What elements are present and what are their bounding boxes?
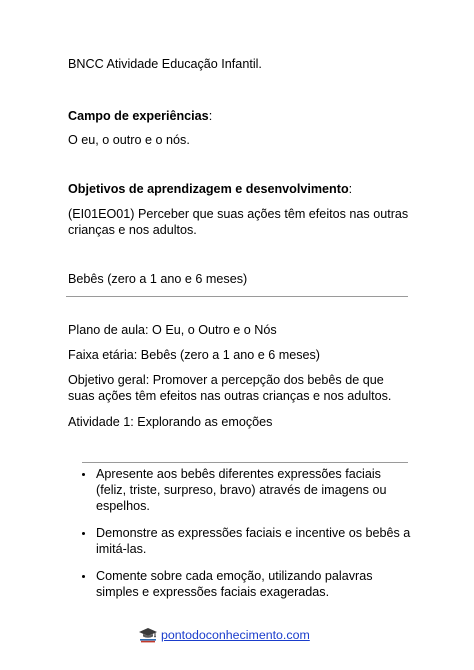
objetivos-heading: Objetivos de aprendizagem e desenvolvimento bbox=[68, 182, 349, 196]
bullet-text: Comente sobre cada emoção, utilizando palavras simples e expressões faciais exageradas. bbox=[96, 569, 373, 599]
campo-heading: Campo de experiências bbox=[68, 109, 209, 123]
bullet-text: Apresente aos bebês diferentes expressões faciais (feliz, triste, surpreso, bravo) através de imagens ou espelhos. bbox=[96, 467, 387, 513]
objetivo-geral: Objetivo geral: Promover a percepção dos bebês de que suas ações têm efeitos nas outras crianças e nos adultos. bbox=[68, 373, 392, 403]
footer-link[interactable]: pontodoconhecimento.com bbox=[161, 628, 310, 642]
objetivos-heading-line bbox=[68, 181, 413, 197]
atividade-title: Atividade 1: Explorando as emoções bbox=[68, 415, 273, 429]
campo-colon: : bbox=[208, 109, 213, 123]
objetivos-value: (EI01EO01) Perceber que suas ações têm efeitos nas outras crianças e nos adultos. bbox=[68, 207, 409, 237]
campo-value: O eu, o outro e o nós. bbox=[68, 133, 190, 147]
activity-bullet-list bbox=[68, 466, 413, 611]
list-item bbox=[68, 466, 413, 514]
bullet-icon bbox=[82, 473, 85, 476]
footer bbox=[138, 626, 310, 644]
bullet-icon bbox=[82, 532, 85, 535]
list-divider bbox=[82, 462, 408, 463]
campo-heading-line bbox=[68, 108, 413, 124]
document-title: BNCC Atividade Educação Infantil. bbox=[68, 57, 262, 71]
bullet-text: Demonstre as expressões faciais e incentive os bebês a imitá-las. bbox=[96, 526, 411, 556]
list-item bbox=[68, 525, 413, 557]
plano-de-aula: Plano de aula: O Eu, o Outro e o Nós bbox=[68, 323, 277, 337]
list-item bbox=[68, 568, 413, 600]
objetivos-colon: : bbox=[348, 182, 353, 196]
graduation-cap-books-icon bbox=[138, 627, 158, 643]
bullet-icon bbox=[82, 575, 85, 578]
faixa-etaria: Faixa etária: Bebês (zero a 1 ano e 6 meses) bbox=[68, 348, 321, 362]
faixa-label: Bebês (zero a 1 ano e 6 meses) bbox=[68, 272, 248, 286]
section-divider bbox=[66, 296, 408, 297]
